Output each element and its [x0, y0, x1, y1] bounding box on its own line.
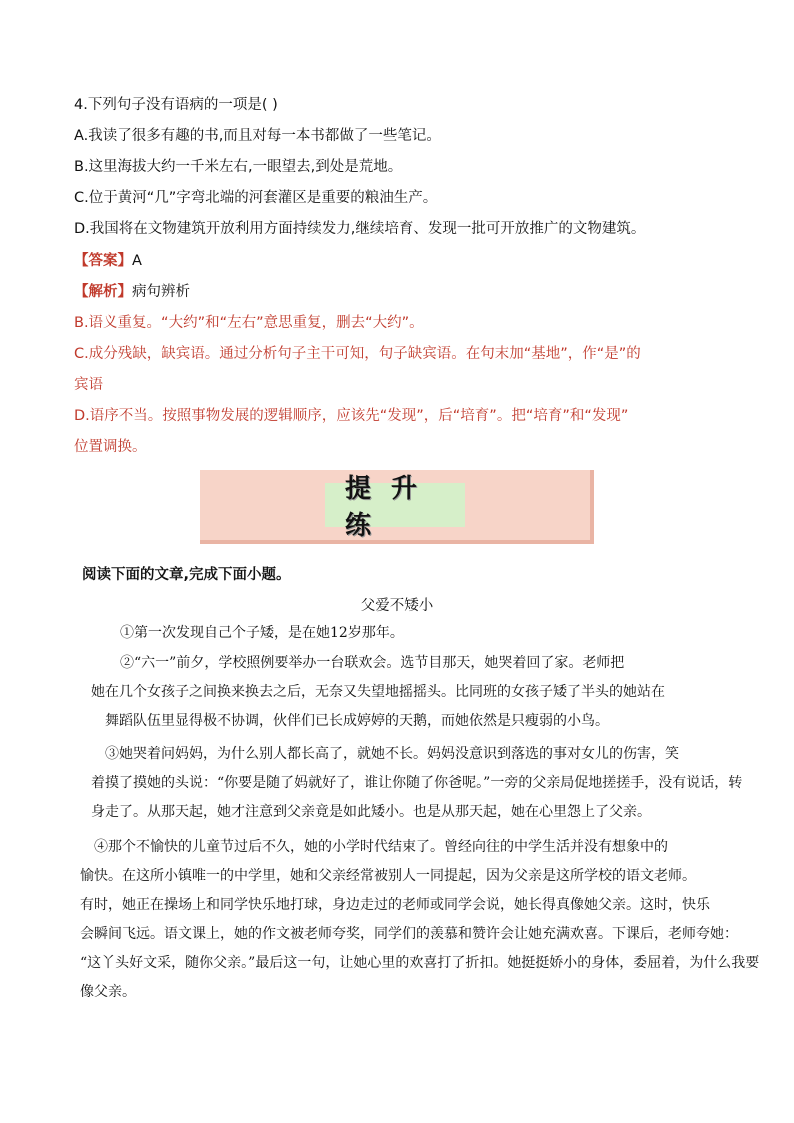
analysis-label: 【解析】 [74, 284, 132, 300]
paragraph-line: 愉快。在这所小镇唯一的中学里，她和父亲经常被别人一同提起，因为父亲是这所学校的语文老师。 [80, 868, 696, 884]
paragraph-3 [91, 740, 742, 827]
paragraph-line: 有时，她正在操场上和同学快乐地打球，身边走过的老师或同学会说，她长得真像她父亲。这时，快乐 [80, 897, 710, 913]
paragraph-1 [120, 619, 404, 648]
paragraph-line: 身走了。从那天起，她才注意到父亲竟是如此矮小。也是从那天起，她在心里怨上了父亲。 [91, 804, 651, 820]
paragraph-line: “这丫头好文采，随你父亲。”最后这一句，让她心里的欢喜打了折扣。她挺挺娇小的身体，委屈着，为什么我要 [80, 955, 760, 971]
paragraph-line: ④那个不愉快的儿童节过后不久，她的小学时代结束了。曾经向往的中学生活并没有想象中的 [94, 839, 668, 855]
banner-title: 提升练 [325, 483, 465, 527]
analysis-c: C.成分残缺，缺宾语。通过分析句子主干可知，句子缺宾语。在句末加“基地”，作“是”的 [74, 346, 641, 362]
paragraph-line: 会瞬间飞远。语文课上，她的作文被老师夸奖，同学们的羡慕和赞许会让她充满欢喜。下课后，老师夸她： [80, 926, 738, 942]
paragraph-line: 着摸了摸她的头说：“你要是随了妈就好了，谁让你随了你爸呢。”一旁的父亲局促地搓搓手，没有说话，转 [91, 775, 743, 791]
analysis-c-cont: 宾语 [74, 377, 103, 393]
reading-intro: 阅读下面的文章,完成下面小题。 [82, 567, 291, 583]
paragraph-line: 像父亲。 [80, 984, 136, 1000]
paragraph-line: 她在几个女孩子之间换来换去之后，无奈又失望地摇摇头。比同班的女孩子矮了半头的她站在 [91, 684, 665, 700]
analysis-d: D.语序不当。按照事物发展的逻辑顺序，应该先“发现”，后“培育”。把“培育”和“发现” [74, 408, 629, 424]
option-b: B.这里海拔大约一千米左右,一眼望去,到处是荒地。 [74, 159, 403, 175]
option-a: A.我读了很多有趣的书,而且对每一本书都做了一些笔记。 [74, 128, 441, 144]
option-d: D.我国将在文物建筑开放利用方面持续发力,继续培育、发现一批可开放推广的文物建筑。 [74, 221, 646, 237]
paragraph-line: 舞蹈队伍里显得极不协调，伙伴们已长成婷婷的天鹅，而她依然是只瘦弱的小鸟。 [105, 713, 609, 729]
answer-value: A [132, 253, 142, 269]
paragraph-line: ②“六一”前夕，学校照例要举办一台联欢会。选节目那天，她哭着回了家。老师把 [120, 655, 625, 671]
analysis-line [74, 282, 190, 302]
story-title: 父爱不矮小 [360, 598, 434, 614]
analysis-value: 病句辨析 [132, 284, 190, 300]
question-stem: 4.下列句子没有语病的一项是( ) [74, 97, 278, 113]
paragraph-line: ①第一次发现自己个子矮，是在她12岁那年。 [120, 625, 404, 641]
paragraph-2 [91, 649, 665, 736]
analysis-d-cont: 位置调换。 [74, 439, 147, 455]
answer-line [74, 251, 142, 271]
section-banner [200, 470, 594, 544]
analysis-b: B.语义重复。“大约”和“左右”意思重复，删去“大约”。 [74, 315, 424, 331]
paragraph-line: ③她哭着问妈妈，为什么别人都长高了，就她不长。妈妈没意识到落选的事对女儿的伤害，笑 [105, 746, 679, 762]
paragraph-4 [80, 833, 759, 1007]
option-c: C.位于黄河“几”字弯北端的河套灌区是重要的粮油生产。 [74, 190, 438, 206]
answer-label: 【答案】 [74, 253, 132, 269]
